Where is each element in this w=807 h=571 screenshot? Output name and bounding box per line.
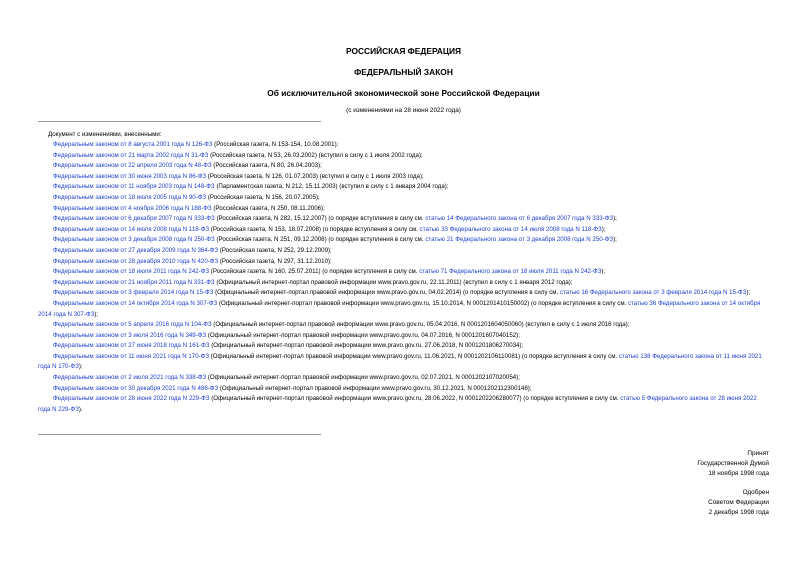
- law-reference-link[interactable]: Федеральным законом от 4 ноября 2006 года N 188-ФЗ: [53, 204, 212, 212]
- publication-details: );: [78, 363, 83, 371]
- amendment-item: [38, 172, 770, 183]
- law-reference-link[interactable]: Федеральным законом от 2 июля 2021 года N 338-ФЗ: [53, 374, 207, 382]
- amendment-item: [38, 182, 770, 193]
- amendment-item: [38, 257, 770, 268]
- publication-details: (Российская газета, N 80, 26.04.2003);: [211, 162, 322, 170]
- council-approval-block: [708, 488, 769, 519]
- amendments-list: [38, 140, 770, 415]
- publication-details: (Российская газета, N 53, 26.03.2002) (вступил в силу с 1 июля 2002 года);: [208, 151, 423, 159]
- law-reference-link[interactable]: Федеральным законом от 3 июля 2016 года N 349-ФЗ: [53, 331, 207, 339]
- amendment-item: [38, 267, 770, 278]
- amendment-item: [38, 214, 770, 225]
- law-reference-link[interactable]: статью 33 Федерального закона от 14 июля 2008 года N 118-ФЗ: [419, 225, 602, 233]
- publication-details: (Российская газета, N 160, 25.07.2011) (о порядке вступления в силу см.: [209, 268, 420, 276]
- publication-details: (Официальный интернет-портал правовой информации www.pravo.gov.ru, 04.07.2016, N 0001201607040152);: [206, 331, 520, 339]
- law-reference-link[interactable]: Федеральным законом от 8 августа 2001 года N 126-ФЗ: [53, 141, 213, 148]
- law-reference-link[interactable]: статью 5 Федерального закона от 28 июня 2022 года N 229-ФЗ: [38, 395, 757, 413]
- publication-details: ).: [78, 405, 83, 413]
- duma-line-3: 18 ноября 1998 года: [708, 470, 769, 478]
- publication-details: (Российская газета, N 156, 20.07.2005);: [206, 193, 320, 201]
- publication-details: (Российская газета, N 282, 15.12.2007) (о порядке вступления в силу см.: [214, 215, 426, 223]
- publication-details: );: [601, 268, 606, 276]
- amendment-item: [38, 394, 770, 415]
- edition-note: (с изменениями на 28 июня 2022 года): [346, 107, 461, 114]
- duma-adoption-block: [697, 449, 769, 480]
- publication-details: (Российская газета, N 153-154, 10.08.2001);: [212, 141, 339, 148]
- law-reference-link[interactable]: Федеральным законом от 27 июня 2018 года N 161-ФЗ: [53, 342, 210, 350]
- law-reference-link[interactable]: Федеральным законом от 6 декабря 2007 года N 333-ФЗ: [53, 215, 215, 223]
- law-reference-link[interactable]: Федеральным законом от 3 февраля 2014 года N 15-ФЗ: [53, 289, 214, 297]
- council-line-3: 2 декабря 1998 года: [708, 509, 769, 517]
- amendment-item: [38, 204, 770, 215]
- publication-details: (Парламентская газета, N 212, 15.11.2003) (вступил в силу с 1 января 2004 года);: [214, 183, 449, 191]
- publication-details: (Официальный интернет-портал правовой информации www.pravo.gov.ru, 27.06.2018, N 0001201806270034);: [209, 342, 524, 350]
- law-reference-link[interactable]: Федеральным законом от 21 ноября 2011 года N 331-ФЗ: [53, 278, 215, 286]
- publication-details: (Российская газета, N 252, 29.12.2009);: [218, 246, 332, 254]
- top-divider: [38, 121, 321, 122]
- law-reference-link[interactable]: Федеральным законом от 3 декабря 2008 года N 250-ФЗ: [53, 236, 215, 244]
- publication-details: (Российская газета, N 297, 31.12.2010);: [218, 257, 332, 265]
- law-reference-link[interactable]: статью 21 Федерального закона от 3 декабря 2008 года N 250-ФЗ: [425, 236, 614, 244]
- amendment-item: [38, 246, 770, 257]
- amendment-item: [38, 320, 770, 331]
- law-reference-link[interactable]: статью 138 Федерального закона от 11 июня 2021 года N 170-ФЗ: [38, 352, 762, 371]
- amendment-item: [38, 151, 770, 162]
- amendments-intro: Документ с изменениями, внесенными:: [48, 131, 162, 138]
- duma-line-1: Принят: [747, 450, 769, 457]
- law-reference-link[interactable]: статью 14 Федерального закона от 6 декабря 2007 года N 333-ФЗ: [425, 215, 614, 223]
- law-reference-link[interactable]: статью 36 Федерального закона от 14 октября 2014 года N 307-ФЗ: [38, 299, 761, 318]
- amendment-item: [38, 235, 770, 246]
- law-reference-link[interactable]: Федеральным законом от 30 июня 2003 года N 86-ФЗ: [53, 172, 207, 180]
- publication-details: (Официальный интернет-портал правовой информации www.pravo.gov.ru, 02.07.2021, N 0001202107020054);: [206, 374, 520, 382]
- publication-details: );: [613, 215, 617, 223]
- publication-details: (Официальный интернет-портал правовой информации www.pravo.gov.ru, 04.02.2014) (о порядке вступления в силу см.: [213, 289, 560, 297]
- amendment-item: [38, 352, 770, 373]
- publication-details: (Официальный интернет-портал правовой информации www.pravo.gov.ru, 22.11.2011) (вступил в силу с 1 января 2012 года);: [214, 278, 573, 286]
- amendment-item: [38, 225, 770, 236]
- publication-details: (Официальный интернет-портал правовой информации www.pravo.gov.ru, 15.10.2014, N 0001201410150002) (о порядке вступления в силу см.: [217, 299, 628, 307]
- law-reference-link[interactable]: Федеральным законом от 18 июля 2005 года N 90-ФЗ: [53, 193, 207, 201]
- council-line-2: Советом Федерации: [708, 499, 769, 507]
- amendment-item: [38, 278, 770, 289]
- amendment-item: [38, 140, 770, 151]
- amendment-item: [38, 193, 770, 204]
- law-reference-link[interactable]: Федеральным законом от 28 июня 2022 года N 229-ФЗ: [53, 395, 210, 403]
- law-reference-link[interactable]: Федеральным законом от 11 ноября 2003 года N 148-ФЗ: [53, 183, 215, 191]
- amendment-item: [38, 288, 770, 299]
- law-reference-link[interactable]: Федеральным законом от 30 декабря 2021 года N 486-ФЗ: [53, 384, 219, 392]
- publication-details: (Российская газета, N 251, 09.12.2008) (о порядке вступления в силу см.: [214, 236, 426, 244]
- publication-details: );: [613, 236, 617, 244]
- law-reference-link[interactable]: Федеральным законом от 18 июля 2011 года N 242-ФЗ: [53, 268, 210, 276]
- publication-details: (Российская газета, N 126, 01.07.2003) (вступил в силу с 1 июля 2003 года);: [206, 172, 424, 180]
- publication-details: );: [94, 310, 99, 318]
- law-reference-link[interactable]: Федеральным законом от 14 октября 2014 года N 307-ФЗ: [53, 299, 218, 307]
- publication-details: (Российская газета, N 153, 18.07.2008) (о порядке вступления в силу см.: [209, 225, 420, 233]
- publication-details: (Официальный интернет-портал правовой информации www.pravo.gov.ru, 30.12.2021, N 0001202112300148);: [218, 384, 532, 392]
- amendment-item: [38, 161, 770, 172]
- country-heading: РОССИЙСКАЯ ФЕДЕРАЦИЯ: [345, 46, 462, 56]
- duma-line-2: Государственной Думой: [697, 460, 769, 468]
- publication-details: (Официальный интернет-портал правовой информации www.pravo.gov.ru, 28.06.2022, N 0001202206280077) (о порядке вступления в силу см.: [209, 395, 621, 403]
- law-title: Об исключительной экономической зоне Российской Федерации: [267, 88, 540, 98]
- law-reference-link[interactable]: Федеральным законом от 28 декабря 2010 года N 420-ФЗ: [53, 257, 219, 265]
- amendment-item: [38, 373, 770, 384]
- amendment-item: [38, 331, 770, 342]
- law-reference-link[interactable]: Федеральным законом от 21 марта 2002 года N 31-ФЗ: [53, 151, 209, 159]
- publication-details: (Официальный интернет-портал правовой информации www.pravo.gov.ru, 05.04.2016, N 0001201604050060) (вступил в силу с 1 июля 2016 года);: [211, 321, 630, 329]
- law-reference-link[interactable]: Федеральным законом от 11 июня 2021 года N 170-ФЗ: [53, 352, 210, 360]
- law-reference-link[interactable]: Федеральным законом от 27 декабря 2009 года N 364-ФЗ: [53, 246, 219, 254]
- amendment-item: [38, 299, 770, 320]
- law-reference-link[interactable]: Федеральным законом от 5 апреля 2016 года N 104-ФЗ: [53, 321, 212, 329]
- amendment-item: [38, 341, 770, 352]
- law-reference-link[interactable]: Федеральным законом от 14 июля 2008 года N 118-ФЗ: [53, 225, 210, 233]
- council-line-1: Одобрен: [742, 489, 769, 496]
- bottom-divider: [38, 434, 321, 435]
- amendment-item: [38, 384, 770, 395]
- document-type-heading: ФЕДЕРАЛЬНЫЙ ЗАКОН: [354, 67, 453, 77]
- publication-details: (Российская газета, N 250, 08.11.2006);: [211, 204, 325, 212]
- publication-details: );: [746, 289, 751, 297]
- law-reference-link[interactable]: статью 16 Федерального закона от 3 февраля 2014 года N 15-ФЗ: [559, 289, 747, 297]
- publication-details: );: [601, 225, 606, 233]
- law-reference-link[interactable]: Федеральным законом от 22 апреля 2003 года N 48-ФЗ: [53, 162, 212, 170]
- publication-details: (Официальный интернет-портал правовой информации www.pravo.gov.ru, 11.06.2021, N 0001202106110081) (о порядке вступления в силу см.: [209, 352, 619, 360]
- law-reference-link[interactable]: статью 71 Федерального закона от 18 июля 2011 года N 242-ФЗ: [419, 268, 602, 276]
